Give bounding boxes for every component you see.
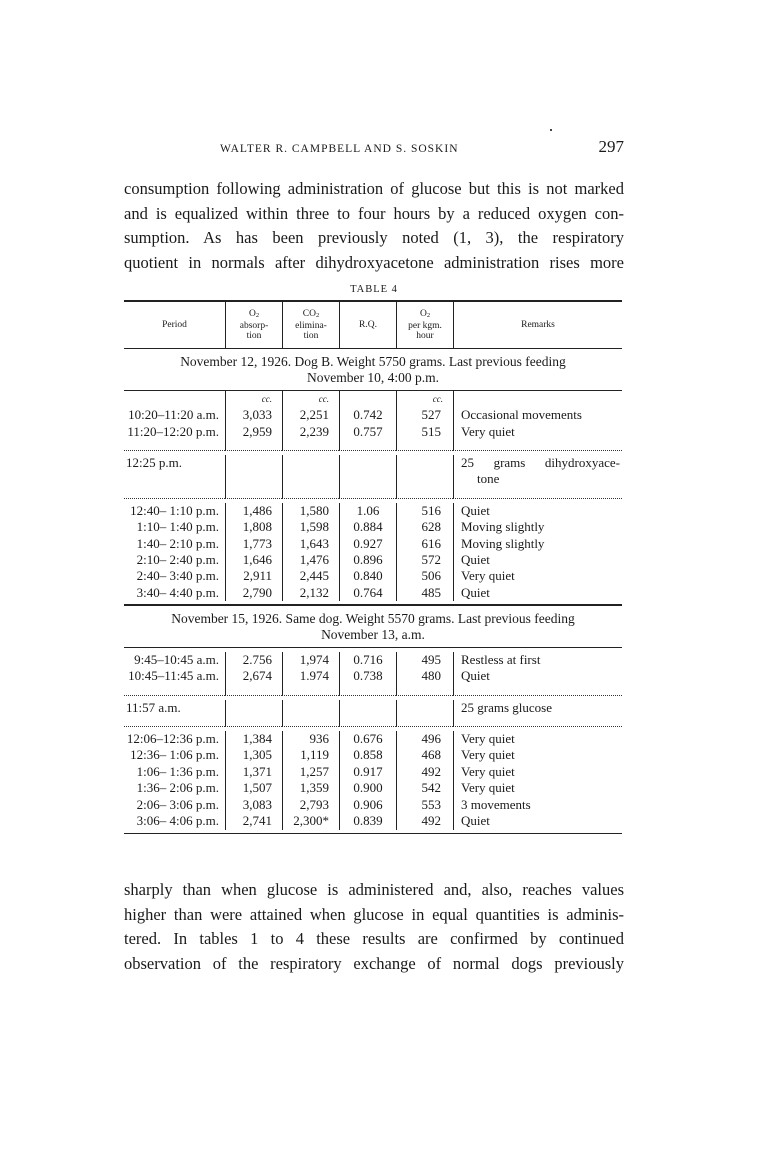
table-row — [124, 797, 622, 813]
cell-period: 1:36– 2:06 p.m. — [136, 780, 219, 796]
dotted-separator — [124, 716, 622, 727]
section-caption: November 15, 1926. Same dog. Weight 5570 grams. Last previous feeding November 13, a.m. — [171, 610, 575, 642]
section-caption: November 12, 1926. Dog B. Weight 5750 grams. Last previous feeding November 10, 4:00 p.m. — [180, 353, 566, 385]
cell-period: 11:20–12:20 p.m. — [127, 423, 219, 439]
cell-co2-elimination: 1,257 — [282, 764, 339, 780]
cell-rq: 0.738 — [339, 668, 396, 684]
cell-co2-elimination: 2,300* — [282, 813, 339, 829]
table-row — [124, 519, 622, 535]
section-2-after — [124, 727, 622, 829]
cell-o2-absorption: 3,033 — [225, 407, 282, 423]
cell-o2-absorption: 1,305 — [225, 747, 282, 763]
cell-remarks: Quiet — [453, 585, 622, 601]
cell-co2-elimination: 1,476 — [282, 552, 339, 568]
cell-remarks: Quiet — [453, 813, 622, 829]
cell-o2-per-kgm-hour: 492 — [396, 764, 453, 780]
data-table — [124, 300, 622, 834]
running-head-authors: WALTER R. CAMPBELL AND S. SOSKIN — [220, 143, 459, 155]
cell-rq: 0.896 — [339, 552, 396, 568]
cell-co2-elimination: 1,974 — [282, 652, 339, 668]
section-1-before — [124, 407, 622, 440]
text-line: sumption. As has been previously noted (1, 3), the respiratory — [124, 228, 624, 248]
cell-remarks: Very quiet — [453, 764, 622, 780]
header-o2-per-kgm-hour: $O_2$ per kgm. hour — [396, 302, 453, 348]
cell-o2-per-kgm-hour: 553 — [396, 797, 453, 813]
table-row — [124, 764, 622, 780]
cell-o2-per-kgm-hour: 516 — [396, 503, 453, 519]
table-row — [124, 813, 622, 829]
cell-o2-per-kgm-hour: 468 — [396, 747, 453, 763]
cell-co2-elimination: 2,445 — [282, 568, 339, 584]
cell-co2-elimination: 1,598 — [282, 519, 339, 535]
cell-co2-elimination: 1,119 — [282, 747, 339, 763]
cell-o2-per-kgm-hour: 485 — [396, 585, 453, 601]
cell-period: 2:10– 2:40 p.m. — [136, 552, 219, 568]
cell-rq: 1.06 — [339, 503, 396, 519]
cell-o2-per-kgm-hour: 506 — [396, 568, 453, 584]
cell-o2-per-kgm-hour: 572 — [396, 552, 453, 568]
cell-co2-elimination: 1,643 — [282, 536, 339, 552]
cell-o2-per-kgm-hour: 515 — [396, 424, 453, 440]
cell-co2-elimination: 2,793 — [282, 797, 339, 813]
paragraph-bottom — [124, 878, 624, 977]
cell-period: 12:36– 1:06 p.m. — [130, 747, 219, 763]
cell-remarks: 3 movements — [453, 797, 622, 813]
table-row — [124, 536, 622, 552]
cell-o2-per-kgm-hour: 527 — [396, 407, 453, 423]
cell-remarks: Quiet — [453, 668, 622, 684]
cell-period: 10:45–11:45 a.m. — [128, 668, 219, 684]
cell-o2-per-kgm-hour: 616 — [396, 536, 453, 552]
cell-co2-elimination: 936 — [282, 731, 339, 747]
event-time: 12:25 p.m. — [126, 455, 182, 470]
table-title: TABLE 4 — [350, 284, 398, 295]
cell-rq: 0.764 — [339, 585, 396, 601]
event-remark: 25 grams glucose — [453, 700, 622, 716]
cell-period: 2:06– 3:06 p.m. — [136, 796, 219, 812]
cell-period: 3:06– 4:06 p.m. — [136, 813, 219, 829]
cell-o2-absorption: 2,674 — [225, 668, 282, 684]
table-header-row — [124, 302, 622, 348]
unit-cc: cc. — [225, 391, 282, 407]
cell-o2-absorption: 1,808 — [225, 519, 282, 535]
header-remarks: Remarks — [453, 302, 622, 348]
text-line: consumption following administration of glucose but this is not marked — [124, 179, 624, 198]
event-row — [124, 696, 622, 716]
cell-rq: 0.900 — [339, 780, 396, 796]
cell-period: 12:40– 1:10 p.m. — [130, 502, 219, 518]
cell-o2-absorption: 1,773 — [225, 536, 282, 552]
cell-remarks: Very quiet — [453, 747, 622, 763]
header-o2-absorption: $O_2$ absorp- tion — [225, 302, 282, 348]
cell-period: 2:40– 3:40 p.m. — [136, 568, 219, 584]
cell-period: 9:45–10:45 a.m. — [134, 651, 219, 667]
cell-o2-per-kgm-hour: 495 — [396, 652, 453, 668]
cell-period: 10:20–11:20 a.m. — [128, 407, 219, 423]
cell-remarks: Very quiet — [453, 780, 622, 796]
cell-remarks: Moving slightly — [453, 519, 622, 535]
table-row — [124, 668, 622, 684]
table-row — [124, 585, 622, 601]
table-row — [124, 424, 622, 440]
text-line: quotient in normals after dihydroxyacetone administration rises more — [124, 253, 624, 273]
table-row — [124, 747, 622, 763]
cell-remarks: Moving slightly — [453, 536, 622, 552]
cell-rq: 0.858 — [339, 747, 396, 763]
paragraph-top — [124, 177, 624, 276]
cell-o2-absorption: 1,486 — [225, 503, 282, 519]
cell-o2-absorption: 2,790 — [225, 585, 282, 601]
cell-rq: 0.676 — [339, 731, 396, 747]
cell-remarks: Occasional movements — [453, 407, 622, 423]
table-row — [124, 780, 622, 796]
cell-co2-elimination: 1.974 — [282, 668, 339, 684]
text-line: observation of the respiratory exchange of normal dogs previously — [124, 954, 624, 974]
table-row — [124, 503, 622, 519]
cell-rq: 0.906 — [339, 797, 396, 813]
cell-o2-absorption: 2,911 — [225, 568, 282, 584]
speck-mark — [550, 129, 552, 131]
cell-remarks: Very quiet — [453, 424, 622, 440]
text-line: and is equalized within three to four hours by a reduced oxygen con- — [124, 203, 624, 223]
cell-co2-elimination: 1,580 — [282, 503, 339, 519]
table-bottom-rule — [124, 833, 622, 835]
cell-o2-per-kgm-hour: 542 — [396, 780, 453, 796]
cell-rq: 0.716 — [339, 652, 396, 668]
cell-rq: 0.839 — [339, 813, 396, 829]
cell-remarks: Very quiet — [453, 568, 622, 584]
cell-o2-per-kgm-hour: 496 — [396, 731, 453, 747]
unit-cc: cc. — [396, 391, 453, 407]
header-period: Period — [162, 319, 187, 330]
cell-remarks: Restless at first — [453, 652, 622, 668]
cell-o2-absorption: 3,083 — [225, 797, 282, 813]
cell-co2-elimination: 2,251 — [282, 407, 339, 423]
page-number: 297 — [598, 137, 624, 156]
cell-co2-elimination: 2,239 — [282, 424, 339, 440]
running-head — [124, 137, 624, 161]
cell-o2-absorption: 1,371 — [225, 764, 282, 780]
cell-period: 1:40– 2:10 p.m. — [136, 535, 219, 551]
cell-rq: 0.742 — [339, 407, 396, 423]
cell-remarks: Quiet — [453, 503, 622, 519]
dotted-separator — [124, 488, 622, 499]
table-row — [124, 552, 622, 568]
cell-co2-elimination: 2,132 — [282, 585, 339, 601]
text-line: sharply than when glucose is administered and, also, reaches values — [124, 880, 624, 899]
event-row — [124, 451, 622, 488]
text-line: tered. In tables 1 to 4 these results are confirmed by continued — [124, 929, 624, 949]
cell-period: 12:06–12:36 p.m. — [126, 731, 219, 747]
header-co2-elimination: $CO_2$ elimina- tion — [282, 302, 339, 348]
table-row — [124, 731, 622, 747]
section-1-after — [124, 499, 622, 601]
cell-period: 3:40– 4:40 p.m. — [136, 584, 219, 600]
text-line: higher than were attained when glucose in equal quantities is adminis- — [124, 904, 624, 924]
cell-o2-per-kgm-hour: 628 — [396, 519, 453, 535]
dotted-separator — [124, 685, 622, 696]
cell-co2-elimination: 1,359 — [282, 780, 339, 796]
event-remark: 25 grams dihydroxyace- tone — [453, 455, 622, 488]
cell-period: 1:10– 1:40 p.m. — [136, 519, 219, 535]
cell-rq: 0.757 — [339, 424, 396, 440]
cell-rq: 0.840 — [339, 568, 396, 584]
cell-remarks: Very quiet — [453, 731, 622, 747]
cell-o2-per-kgm-hour: 492 — [396, 813, 453, 829]
cell-remarks: Quiet — [453, 552, 622, 568]
cell-rq: 0.917 — [339, 764, 396, 780]
cell-o2-absorption: 1,384 — [225, 731, 282, 747]
section-2-before — [124, 648, 622, 685]
table-row — [124, 652, 622, 668]
units-row — [124, 391, 622, 407]
cell-o2-absorption: 2,741 — [225, 813, 282, 829]
table-row — [124, 407, 622, 423]
unit-cc: cc. — [282, 391, 339, 407]
dotted-separator — [124, 440, 622, 451]
cell-rq: 0.927 — [339, 536, 396, 552]
cell-o2-per-kgm-hour: 480 — [396, 668, 453, 684]
cell-o2-absorption: 2,959 — [225, 424, 282, 440]
cell-o2-absorption: 2.756 — [225, 652, 282, 668]
cell-o2-absorption: 1,646 — [225, 552, 282, 568]
event-time: 11:57 a.m. — [126, 699, 181, 715]
cell-rq: 0.884 — [339, 519, 396, 535]
header-rq: R.Q. — [339, 302, 396, 348]
cell-period: 1:06– 1:36 p.m. — [136, 763, 219, 779]
cell-o2-absorption: 1,507 — [225, 780, 282, 796]
table-row — [124, 568, 622, 584]
